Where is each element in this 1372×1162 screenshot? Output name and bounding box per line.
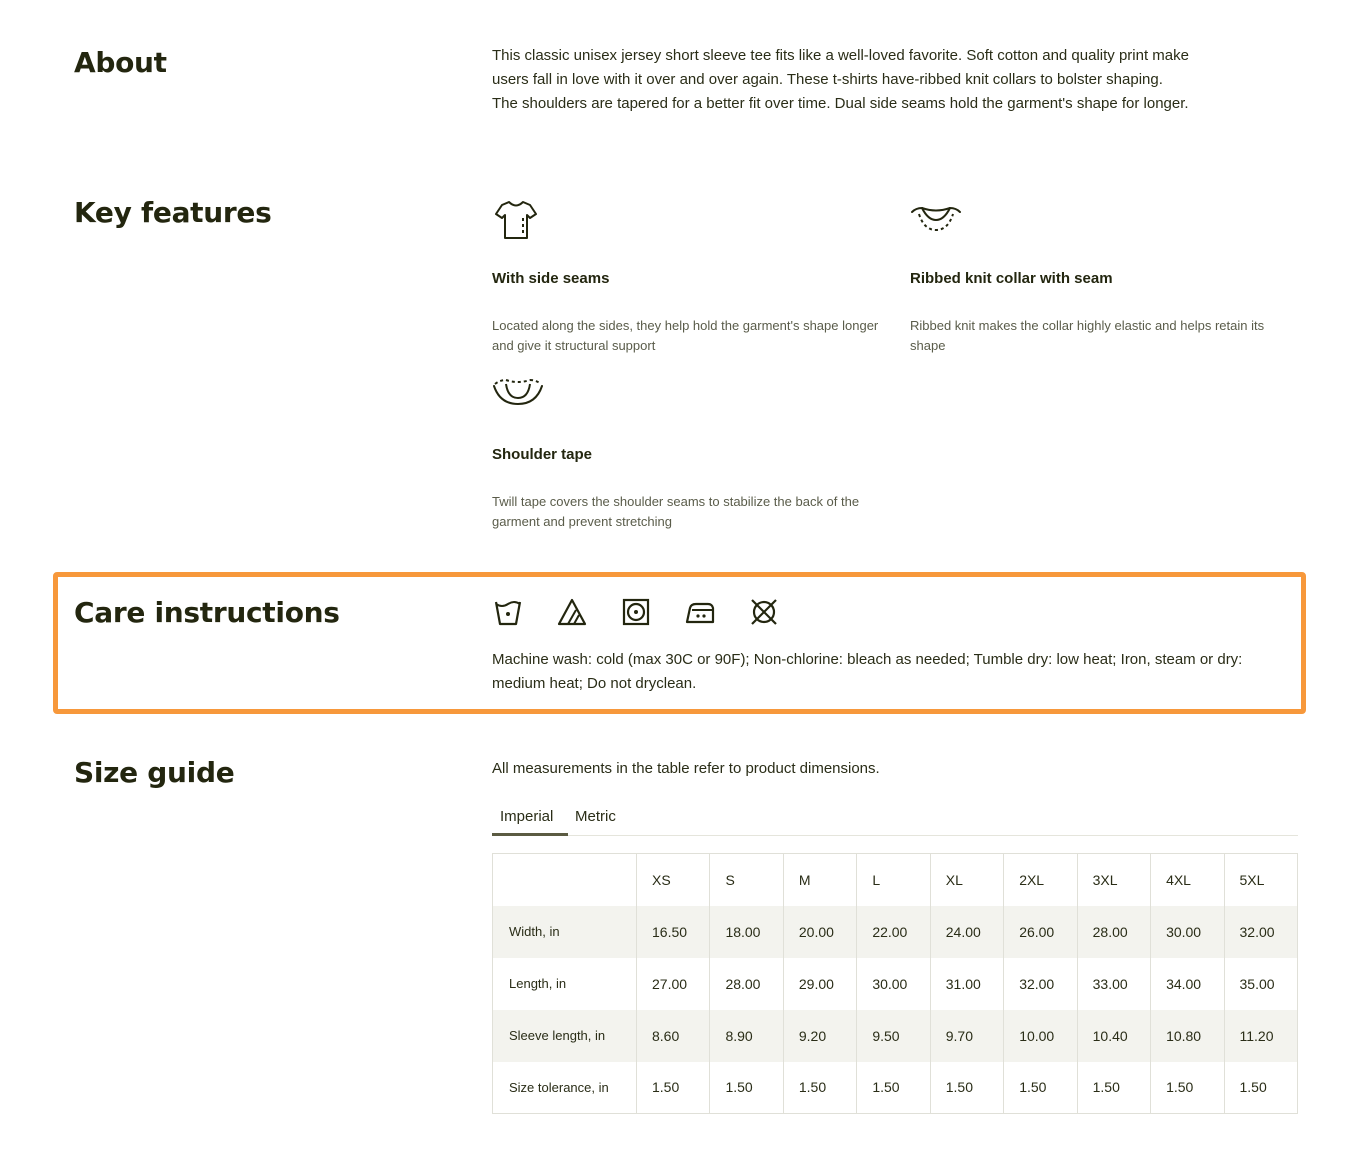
table-cell: 28.00	[1077, 906, 1150, 958]
about-line-1: This classic unisex jersey short sleeve tee fits like a well-loved favorite. Soft cotton and quality print make	[492, 47, 1189, 64]
non-chlorine-bleach-icon	[556, 596, 588, 628]
feature-title: Shoulder tape	[492, 446, 593, 463]
column-header: 4XL	[1151, 854, 1224, 906]
size-guide-heading: Size guide	[74, 756, 235, 789]
iron-medium-icon	[684, 596, 716, 628]
table-cell: 1.50	[783, 1062, 856, 1114]
size-guide-intro: All measurements in the table refer to product dimensions.	[492, 760, 880, 777]
row-label: Sleeve length, in	[493, 1010, 637, 1062]
feature-description: Ribbed knit makes the collar highly elastic and helps retain its shape	[910, 318, 1265, 353]
table-cell: 8.90	[710, 1010, 783, 1062]
size-guide-section	[74, 756, 1298, 1136]
key-features-heading: Key features	[74, 196, 272, 229]
table-cell: 30.00	[1151, 906, 1224, 958]
table-cell: 9.20	[783, 1010, 856, 1062]
tumble-dry-low-icon	[620, 596, 652, 628]
table-cell: 1.50	[1004, 1062, 1077, 1114]
table-cell: 10.00	[1004, 1010, 1077, 1062]
table-cell: 8.60	[637, 1010, 710, 1062]
table-corner-cell	[493, 854, 637, 906]
table-cell: 26.00	[1004, 906, 1077, 958]
table-cell: 1.50	[1151, 1062, 1224, 1114]
table-cell: 10.80	[1151, 1010, 1224, 1062]
tab-imperial[interactable]: Imperial	[492, 804, 568, 836]
about-description	[492, 44, 1298, 116]
shoulder-tape-icon	[492, 372, 544, 420]
row-label: Size tolerance, in	[493, 1062, 637, 1114]
feature-ribbed-collar	[910, 196, 1300, 353]
table-row	[493, 1062, 1298, 1114]
table-cell: 32.00	[1224, 906, 1298, 958]
feature-side-seams	[492, 196, 882, 353]
care-icons-row	[492, 596, 1298, 628]
table-row	[493, 1010, 1298, 1062]
table-cell: 27.00	[637, 958, 710, 1010]
do-not-dryclean-icon	[748, 596, 780, 628]
column-header: M	[783, 854, 856, 906]
table-cell: 1.50	[637, 1062, 710, 1114]
table-cell: 10.40	[1077, 1010, 1150, 1062]
column-header: 5XL	[1239, 871, 1265, 888]
table-cell: 16.50	[637, 906, 710, 958]
table-cell: 31.00	[930, 958, 1003, 1010]
unit-tabs	[492, 804, 1298, 836]
table-cell: 9.50	[857, 1010, 930, 1062]
care-instructions-section	[74, 596, 1298, 706]
feature-description: Located along the sides, they help hold the garment's shape longer and give it structural support	[492, 318, 879, 353]
size-table	[492, 853, 1298, 1114]
column-header: XL	[930, 854, 1003, 906]
about-line-3: The shoulders are tapered for a better fit over time. Dual side seams hold the garment's shape for longer.	[492, 95, 1189, 112]
column-header: S	[710, 854, 783, 906]
table-cell: 18.00	[710, 906, 783, 958]
feature-shoulder-tape	[492, 372, 882, 529]
ribbed-collar-icon	[910, 196, 962, 244]
care-instructions-text: Machine wash: cold (max 30C or 90F); Non-chlorine: bleach as needed; Tumble dry: low heat; Iron, steam or dry: medium heat; Do not dryclean.	[492, 651, 1243, 692]
key-features-section	[74, 196, 1298, 536]
column-header: XS	[637, 854, 710, 906]
wash-cold-icon	[492, 596, 524, 628]
about-heading: About	[74, 46, 167, 79]
table-row	[493, 958, 1298, 1010]
table-cell: 30.00	[857, 958, 930, 1010]
table-cell: 1.50	[710, 1062, 783, 1114]
feature-title: Ribbed knit collar with seam	[910, 270, 1113, 287]
tab-metric[interactable]: Metric	[575, 808, 616, 825]
table-cell: 20.00	[783, 906, 856, 958]
row-label: Length, in	[493, 958, 637, 1010]
row-label: Width, in	[493, 906, 637, 958]
table-cell: 33.00	[1077, 958, 1150, 1010]
table-header-row	[493, 854, 1298, 906]
table-cell: 22.00	[857, 906, 930, 958]
table-cell: 34.00	[1151, 958, 1224, 1010]
feature-description: Twill tape covers the shoulder seams to stabilize the back of the garment and prevent stretching	[492, 494, 860, 529]
feature-title: With side seams	[492, 270, 610, 287]
column-header: L	[857, 854, 930, 906]
table-cell: 1.50	[857, 1062, 930, 1114]
tshirt-side-seams-icon	[492, 196, 540, 244]
table-cell: 32.00	[1004, 958, 1077, 1010]
table-cell: 1.50	[1077, 1062, 1150, 1114]
table-cell: 11.20	[1224, 1010, 1298, 1062]
about-line-2: users fall in love with it over and over again. These t-shirts have-ribbed knit collars to bolster shaping.	[492, 71, 1163, 88]
column-header: 3XL	[1077, 854, 1150, 906]
table-cell: 28.00	[710, 958, 783, 1010]
table-cell: 35.00	[1239, 975, 1275, 992]
table-row	[493, 906, 1298, 958]
table-cell: 24.00	[930, 906, 1003, 958]
column-header: 2XL	[1004, 854, 1077, 906]
table-cell: 29.00	[783, 958, 856, 1010]
table-cell: 9.70	[930, 1010, 1003, 1062]
care-instructions-heading: Care instructions	[74, 596, 340, 629]
about-section	[74, 44, 1298, 124]
table-cell: 1.50	[930, 1062, 1003, 1114]
table-cell: 1.50	[1239, 1079, 1267, 1096]
